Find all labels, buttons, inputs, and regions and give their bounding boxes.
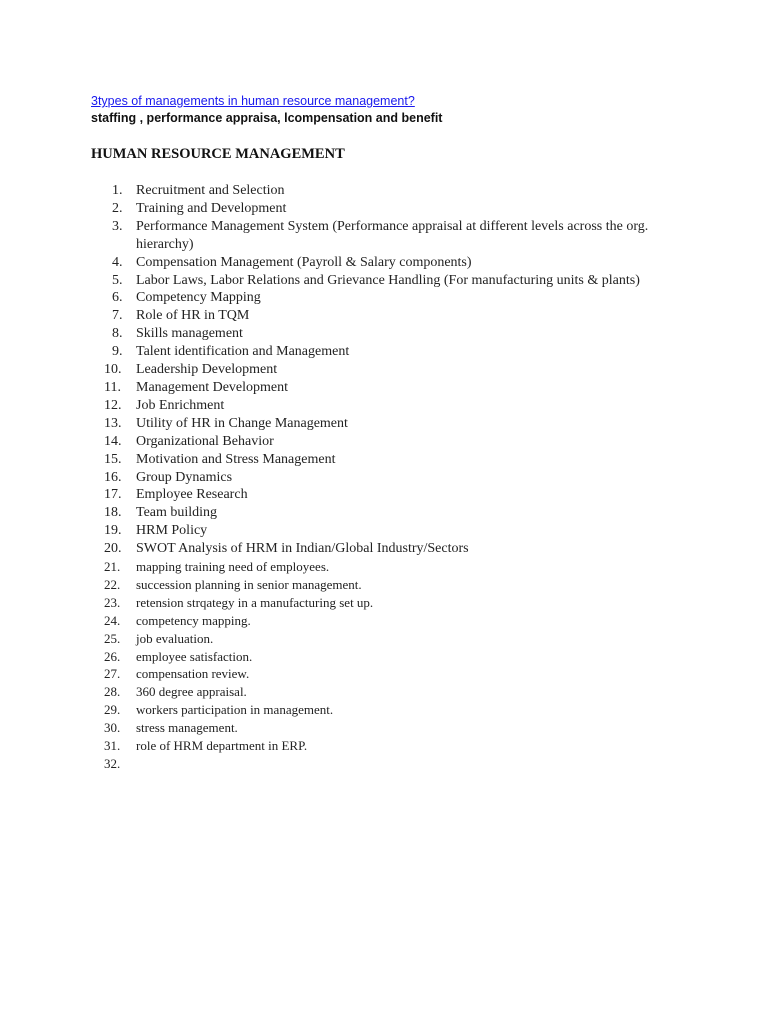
item-text: Training and Development: [136, 200, 287, 216]
list-item: [104, 701, 704, 719]
item-number: 30.: [104, 720, 121, 736]
item-number: 19.: [104, 523, 122, 539]
item-number: 3.: [112, 218, 123, 234]
item-text: Employee Research: [136, 487, 248, 503]
list-item: [104, 379, 704, 397]
list-item: [104, 486, 704, 504]
item-text: Role of HR in TQM: [136, 308, 250, 324]
list-item: [104, 397, 704, 415]
item-text: 360 degree appraisal.: [136, 684, 247, 700]
list-item: [104, 218, 704, 254]
item-text: retension strqategy in a manufacturing set up.: [136, 594, 374, 610]
list-item: [104, 451, 704, 469]
item-number: 21.: [104, 559, 121, 575]
item-text: HRM Policy: [136, 523, 208, 539]
topic-list: [104, 182, 704, 773]
item-number: 8.: [112, 326, 123, 342]
item-number: 27.: [104, 666, 121, 682]
item-number: 11.: [104, 379, 121, 395]
list-item: [104, 719, 704, 737]
item-text: compensation review.: [136, 666, 250, 682]
item-number: 17.: [104, 487, 122, 503]
list-item: [104, 325, 704, 343]
item-text: Organizational Behavior: [136, 433, 274, 449]
list-item: [104, 307, 704, 325]
item-text: SWOT Analysis of HRM in Indian/Global Industry/Sectors: [136, 541, 469, 557]
item-text: Motivation and Stress Management: [136, 451, 336, 467]
item-number: 20.: [104, 541, 122, 557]
list-item: [104, 612, 704, 630]
item-number: 7.: [112, 308, 123, 324]
item-number: 12.: [104, 397, 122, 413]
item-text: workers participation in management.: [136, 702, 334, 718]
item-text: role of HRM department in ERP.: [136, 738, 308, 754]
item-text: Utility of HR in Change Management: [136, 415, 348, 431]
item-number: 16.: [104, 469, 122, 485]
list-item: [104, 737, 704, 755]
list-item: [104, 540, 704, 558]
item-text: Competency Mapping: [136, 290, 261, 306]
item-number: 23.: [104, 594, 121, 610]
item-number: 15.: [104, 451, 122, 467]
list-item: [104, 469, 704, 487]
list-item: [104, 415, 704, 433]
list-item: [104, 289, 704, 307]
item-number: 5.: [112, 272, 123, 288]
item-number: 6.: [112, 290, 123, 306]
list-item: [104, 361, 704, 379]
item-text: Job Enrichment: [136, 397, 225, 413]
item-number: 13.: [104, 415, 122, 431]
item-text: mapping training need of employees.: [136, 559, 330, 575]
item-number: 2.: [112, 200, 123, 216]
list-item: [104, 648, 704, 666]
list-item: [104, 433, 704, 451]
list-item: [104, 755, 704, 773]
item-number: 9.: [112, 344, 123, 360]
item-number: 28.: [104, 684, 121, 700]
item-text: Recruitment and Selection: [136, 183, 285, 198]
item-number: 1.: [112, 183, 123, 198]
item-number: 18.: [104, 505, 122, 521]
list-item: [104, 576, 704, 594]
item-number: 22.: [104, 576, 121, 592]
section-heading: HUMAN RESOURCE MANAGEMENT: [91, 146, 345, 162]
list-item: [104, 665, 704, 683]
item-text: Group Dynamics: [136, 469, 233, 485]
item-text: Skills management: [136, 326, 243, 342]
item-text: stress management.: [136, 720, 238, 736]
item-text: Team building: [136, 505, 218, 521]
list-item: [104, 558, 704, 576]
item-text: Performance Management System (Performance appraisal at different levels across the org. hierarchy): [136, 218, 649, 252]
item-text: Labor Laws, Labor Relations and Grievance Handling (For manufacturing units & plants): [136, 272, 640, 288]
list-item: [104, 630, 704, 648]
question-link[interactable]: 3types of managements in human resource management?: [91, 94, 415, 108]
answer-text: staffing , performance appraisa, lcompensation and benefit: [91, 111, 443, 125]
item-number: 14.: [104, 433, 122, 449]
list-item: [104, 272, 704, 290]
item-text: competency mapping.: [136, 612, 251, 628]
item-text: Management Development: [136, 379, 289, 395]
list-item: [104, 504, 704, 522]
list-item: [104, 683, 704, 701]
list-item: [104, 200, 704, 218]
item-number: 10.: [104, 362, 122, 378]
item-text: [136, 755, 704, 773]
item-number: 31.: [104, 738, 121, 754]
list-item: [104, 522, 704, 540]
item-text: Compensation Management (Payroll & Salary components): [136, 254, 472, 270]
list-item: [104, 182, 704, 200]
list-item: [104, 594, 704, 612]
item-number: 25.: [104, 630, 121, 646]
item-text: employee satisfaction.: [136, 648, 253, 664]
item-text: Leadership Development: [136, 362, 278, 378]
list-item: [104, 343, 704, 361]
item-text: Talent identification and Management: [136, 344, 350, 360]
item-number: 4.: [112, 254, 123, 270]
list-item: [104, 254, 704, 272]
item-number: 24.: [104, 612, 121, 628]
item-number: 26.: [104, 648, 121, 664]
item-text: succession planning in senior management.: [136, 576, 362, 592]
item-number: 29.: [104, 702, 121, 718]
item-number: 32.: [104, 756, 121, 771]
item-text: job evaluation.: [136, 630, 214, 646]
